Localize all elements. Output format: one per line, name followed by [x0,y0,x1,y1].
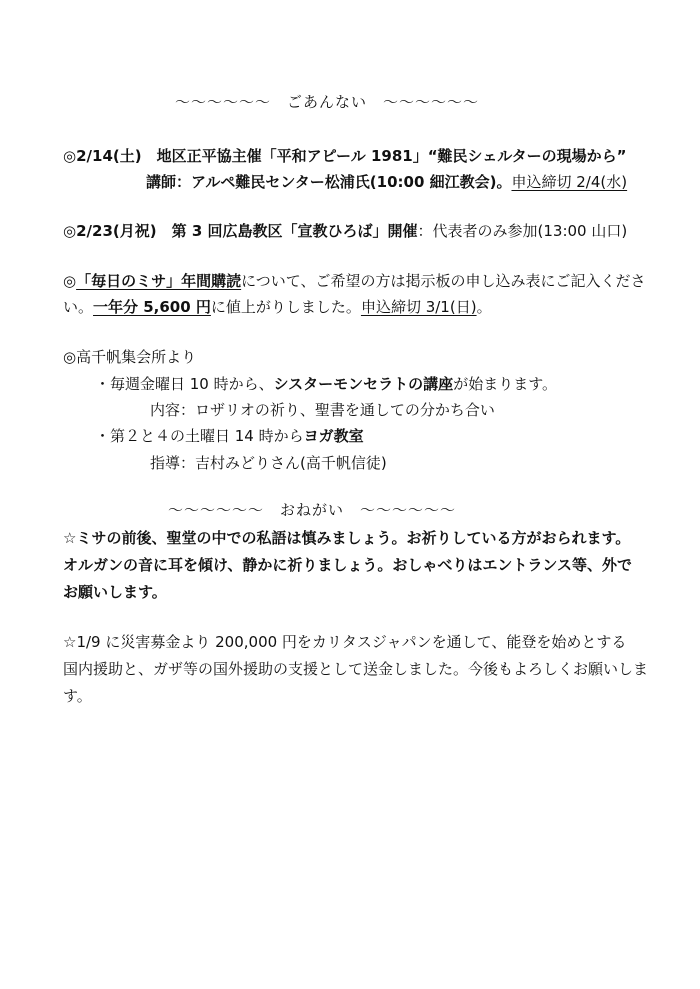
announcements-heading: ～～～～～～ ごあんない ～～～～～～ [175,93,480,111]
request-2-line: 国内援助と、ガザ等の国外援助の支援として送金しました。今後もよろしくお願いしま [63,660,649,678]
event-lecturer: 講師：アルペ難民センター松浦氏(10:00 細江教会)。 [146,173,512,191]
subscription-line-2 [63,297,492,317]
subscription-end: 。 [476,298,492,316]
takachiho-bullet-2-detail: 指導：吉村みどりさん(高千帆信徒) [150,454,387,472]
event-line-1-detail [146,172,627,192]
subscription-mid: に値上がりしました。 [210,298,361,316]
takachiho-title: ◎高千帆集会所より [63,348,197,366]
bullet-pre: ・毎週金曜日 10 時から、 [95,375,274,393]
event-date: 2/14(土) [76,147,142,165]
request-2-line: ☆1/9 に災害募金より 200,000 円をカリタスジャパンを通して、能登を始めとする [63,633,627,651]
bullet-mark: ◎ [63,147,77,165]
subscription-text: について、ご希望の方は掲示板の申し込み表にご記入くださ [241,272,646,290]
bullet-post: が始まります。 [453,375,557,393]
requests-heading: ～～～～～～ おねがい ～～～～～～ [168,501,457,519]
takachiho-bullet-1-detail: 内容：ロザリオの祈り、聖書を通しての分かち合い [150,401,495,419]
subscription-line-1 [63,271,646,291]
request-2-line: す。 [63,687,92,705]
request-1-line: オルガンの音に耳を傾け、静かに祈りましょう。おしゃべりはエントランス等、外で [63,556,632,574]
bullet-mark: ◎ [63,222,77,240]
event-title: 第 3 回広島教区「宣教ひろば」開催 [171,222,418,240]
subscription-title: 「毎日のミサ」年間購読 [76,272,242,290]
request-1-line: お願いします。 [63,583,167,601]
bullet-pre: ・第２と４の土曜日 14 時から [95,427,304,445]
event-line-1 [63,146,627,166]
event-note: ：代表者のみ参加(13:00 山口) [417,222,628,240]
course-name: シスターモンセラトの講座 [273,375,454,393]
bullet-mark: ◎ [63,272,77,290]
subscription-pre: い。 [63,298,94,316]
takachiho-bullet-2 [95,426,364,446]
takachiho-bullet-1 [95,374,557,394]
subscription-price: 一年分 5,600 円 [93,298,211,316]
event-title: 地区正平協主催「平和アピール 1981」“難民シェルターの現場から” [156,147,627,165]
event-line-2 [63,221,627,241]
event-date: 2/23(月祝) [76,222,157,240]
class-name: ヨガ教室 [303,427,364,445]
request-1-line: ☆ミサの前後、聖堂の中での私語は慎みましょう。お祈りしている方がおられます。 [63,529,631,547]
event-deadline: 申込締切 2/4(水) [511,173,628,191]
subscription-deadline: 申込締切 3/1(日) [360,298,477,316]
